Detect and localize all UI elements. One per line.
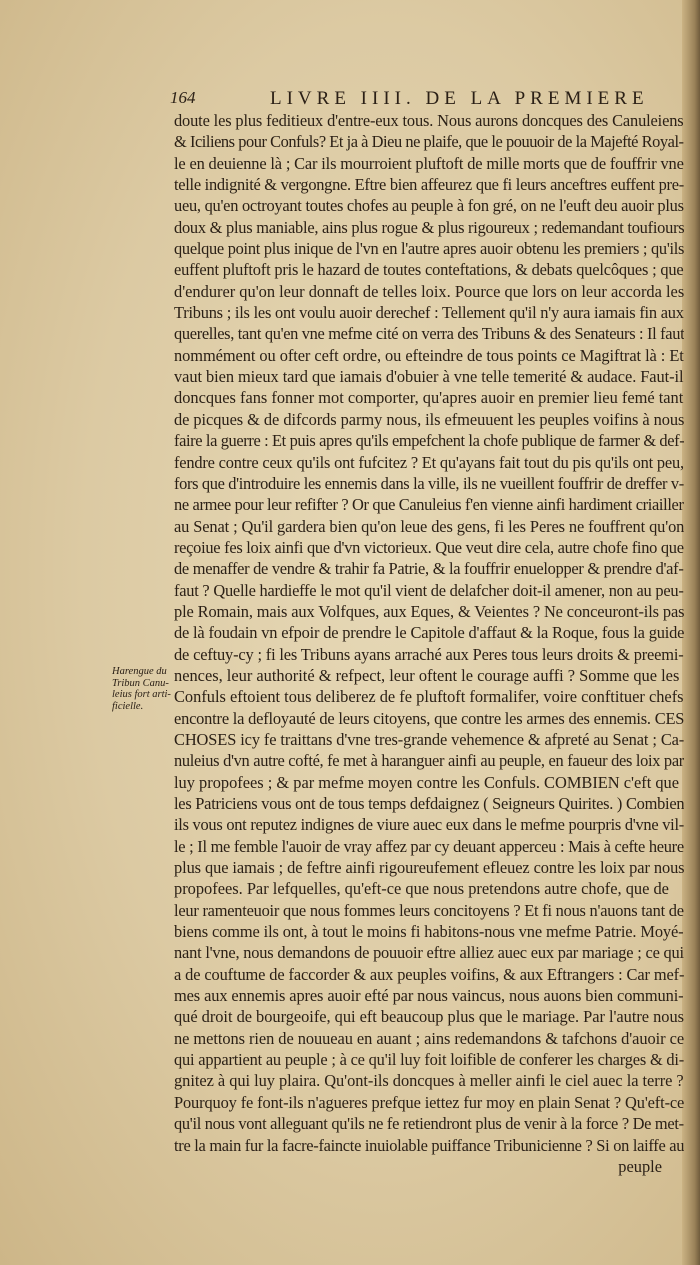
text-line: CHOSES icy fe traittans d'vne tres-grande vehemence & afpreté au Senat ; Ca- [174,729,684,749]
text-line: gnitez à qui luy plaira. Qu'ont-ils doncques à meller ainfi le ciel auec la terre ? [174,1071,684,1091]
marginal-note-line: Harengue du [112,666,167,677]
text-line: Confuls eftoient tous deliberez de fe pluftoft formalifer, voire conftituer chefs [174,687,684,707]
text-line: fendre contre ceux qu'ils ont fufcitez ? Et qu'ayans fait tout du pis qu'ils ont peu, [174,452,684,472]
marginal-note-line: leius fort arti- [112,689,171,700]
text-line: de menaffer de vendre & trahir fa Patrie, & la fouffrir enuelopper & prendre d'af- [174,559,684,579]
text-line: ueu, qu'en octroyant toutes chofes au peuple à fon gré, on ne l'euft deu auoir plus [174,196,684,216]
text-line: biens comme ils ont, à tout le moins fi habitons-nous vne mefme Patrie. Moyé- [174,922,684,942]
text-line: faut ? Quelle hardieffe le mot qu'il vient de delafcher doit-il amener, non au peu- [174,580,684,600]
text-line: qu'il nous vont alleguant qu'ils ne fe retiendront plus de venir à la force ? De met- [174,1114,684,1134]
text-line: fors que d'introduire les ennemis dans la ville, ils ne vueillent fouffrir de dreffer v- [174,473,684,493]
text-line: de là foudain vn efpoir de prendre le Capitole d'affaut & la Roque, fous la guide [174,623,684,643]
text-line: nuleius d'vn autre cofté, fe met à haranguer ainfi au peuple, en faueur des loix par [174,751,684,771]
text-line: euffent pluftoft pris le hazard de toutes conteftations, & debats quelcôques ; que [174,260,684,280]
body-text [174,110,684,1177]
text-line: de ceftuy-cy ; fi les Tribuns ayans arraché aux Peres tous leurs droits & preemi- [174,644,684,664]
text-line: d'endurer qu'on leur donnaft de telles loix. Pource que lors on leur accorda les [174,281,684,301]
text-line: les Patriciens vous ont de tous temps defdaignez ( Seigneurs Quirites. ) Combien [174,794,684,813]
running-title: LIVRE IIII. DE LA PREMIERE [270,88,649,109]
text-line: vaut bien mieux tard que iamais d'obuier à vne telle temerité & audace. Faut-il [174,367,684,387]
text-line: reçoiue fes loix ainfi que d'vn victorieux. Que veut dire cela, autre chofe fino que [174,537,684,557]
text-line: doux & plus maniable, ains plus rogue & plus rigoureux ; redemandant toufiours [174,217,684,237]
text-line: Tribuns ; ils les ont voulu auoir derechef : Tellement qu'il n'y aura iamais fin aux [174,303,684,323]
text-line: propofees. Par lefquelles, qu'eft-ce que nous pretendons autre chofe, que de [174,879,669,899]
text-line: querelles, tant qu'en vne mefme cité on verra des Tribuns & des Senateurs : Il faut [174,324,684,344]
text-line: ils vous ont reputez indignes de viure auec eux dans le mefme pourpris d'vne vil- [174,815,684,835]
text-line: nommément ou ofter ceft ordre, ou efteindre de tous points ce Magiftrat là : Et [174,345,684,365]
text-line: luy propofees ; & par mefme moyen contre les Confuls. COMBIEN c'eft que [174,772,680,792]
text-line: qui appartient au peuple ; à ce qu'il luy foit loifible de conferer les charges & di- [174,1050,684,1070]
text-line: doncques fans fonner mot comporter, qu'apres auoir en premier lieu femé tant [174,388,684,408]
text-line: ple Romain, mais aux Volfques, aux Eques, & Veientes ? Ne conceuront-ils pas [174,601,684,621]
marginal-note-line: Tribun Canu- [112,677,169,689]
catchword: peuple [618,1156,662,1176]
text-line: encontre la defloyauté de leurs citoyens, que contre les armes des ennemis. CES [174,708,684,728]
text-line: leur ramenteuoir que nous fommes leurs concitoyens ? Et fi nous n'auons tant de [174,900,684,920]
text-line: qué droit de bourgeoife, qui eft beaucoup plus que le mariage. Par l'autre nous [174,1007,684,1027]
text-line: le en deuienne là ; Car ils mourroient pluftoft de mille morts que de fouffrir vne [174,153,684,173]
text-line: quelque point plus inique de l'vn en l'autre apres auoir obtenu les premiers ; qu'ils [174,239,684,259]
binding-gutter [682,0,700,1265]
text-line: mes aux ennemis apres auoir efté par nous vaincus, nous auons bien communi- [174,986,684,1006]
text-line: tre la main fur la facre-faincte inuiolable puiffance Tribunicienne ? Si on laiffe au [174,1135,684,1155]
text-line: telle indignité & vergongne. Eftre bien affeurez que fi leurs anceftres euffent pre- [174,175,684,195]
text-line: le ; Il me femble l'auoir de vray affez par cy deuant apperceu : Mais à cefte heure [174,836,684,856]
marginal-note [112,666,178,712]
text-line: de picques & de difcords parmy nous, ils efmeuuent les peuples voifins à nous [174,409,684,429]
marginal-note-line: ficielle. [112,700,144,712]
text-line: ne armee pour leur refifter ? Or que Canuleius f'en vienne ainfi hardiment criailler [174,495,684,515]
text-line: Pourquoy fe font-ils n'agueres prefque iettez fur moy en plain Senat ? Qu'eft-ce [174,1092,684,1112]
text-line: doute les plus feditieux d'entre-eux tous. Nous aurons doncques des Canuleiens [174,111,684,130]
text-line: faire la guerre : Et puis apres qu'ils empefchent la chofe publique de farmer & def- [174,431,684,451]
text-line: & Iciliens pour Confuls? Et ja à Dieu ne plaife, que le pouuoir de la Majefté Royal- [174,132,684,152]
text-line: ne mettons rien de nouueau en auant ; ains redemandons & tafchons d'auoir ce [174,1028,684,1048]
text-line: au Senat ; Qu'il gardera bien qu'on leue des gens, fi les Peres ne fouffrent qu'on [174,516,684,536]
page-header [170,88,690,112]
text-line: a de couftume de faccorder & aux peuples voifins, & aux Eftrangers : Car mef- [174,964,684,984]
text-line: nences, leur authorité & refpect, leur oftent le courage auffi ? Somme que les [174,665,680,685]
text-line: plus que iamais ; de feftre ainfi rigoureufement efleuez contre les loix par nous [174,858,684,878]
text-line: nant l'vne, nous demandons de pouuoir eftre alliez auec eux par mariage ; ce qui [174,943,684,963]
page-number: 164 [170,88,196,107]
